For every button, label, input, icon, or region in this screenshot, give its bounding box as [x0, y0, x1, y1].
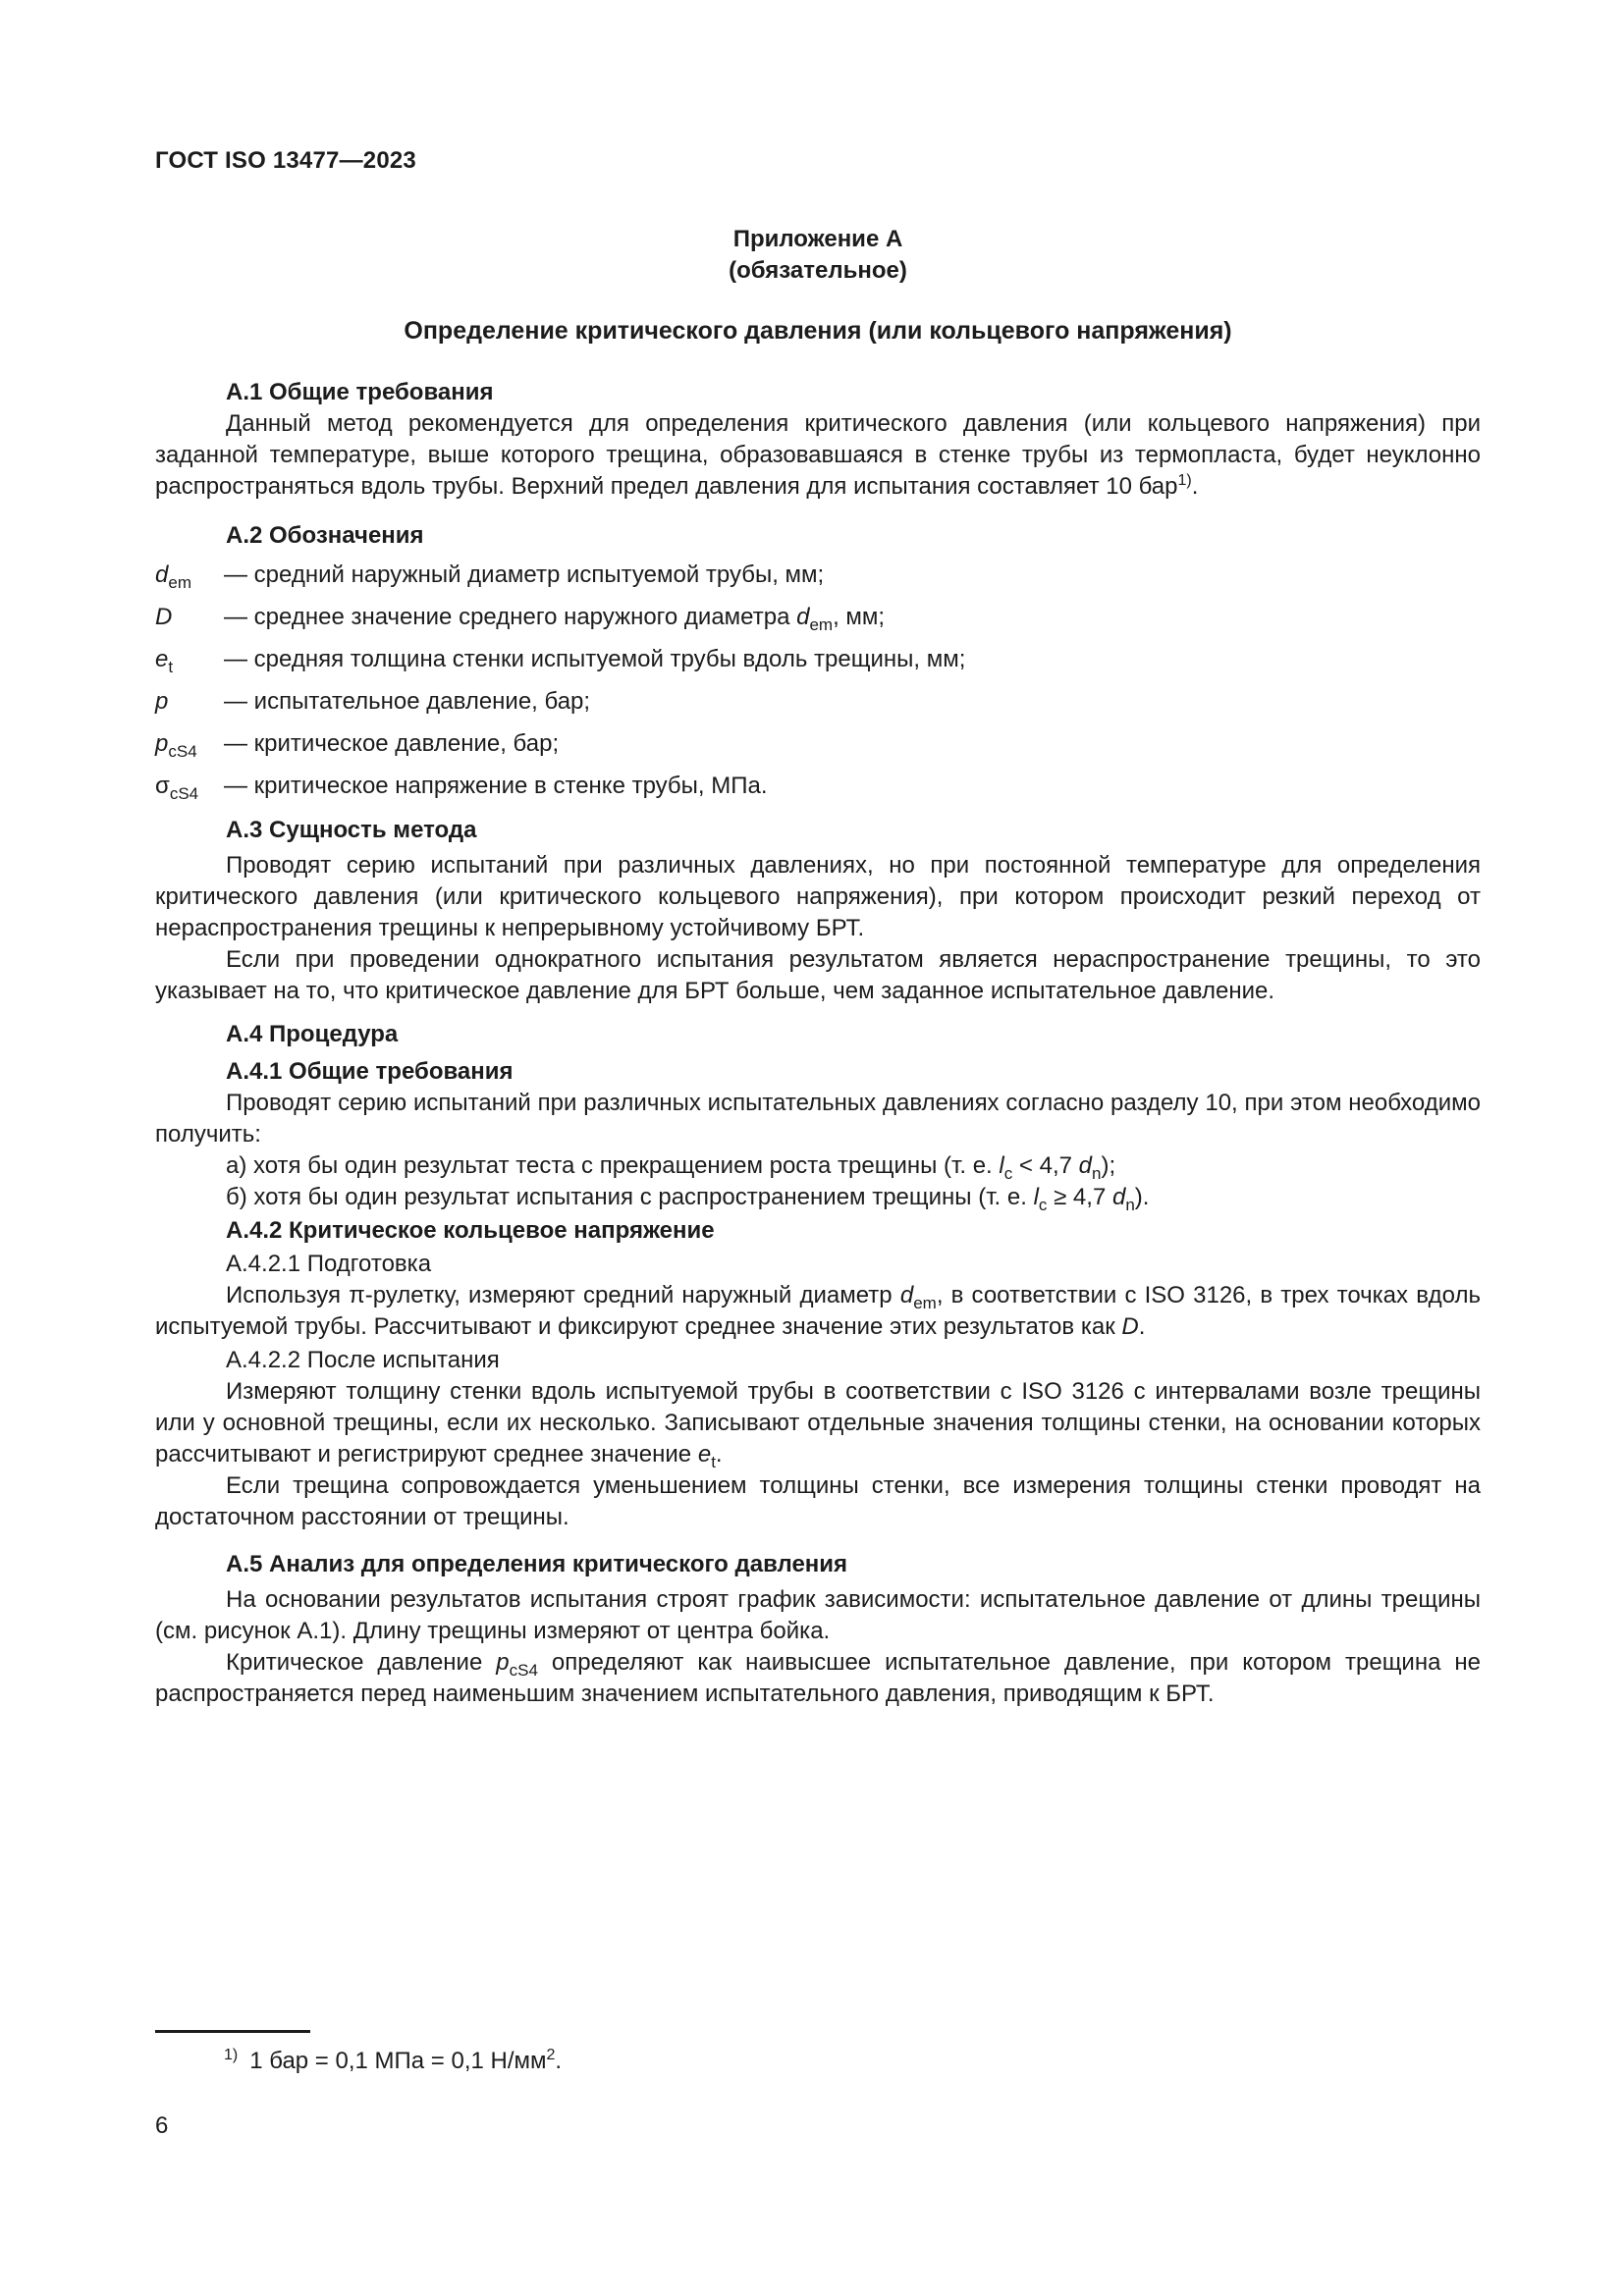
section-a1-heading: А.1 Общие требования — [226, 379, 494, 405]
symbol-row — [155, 638, 1481, 680]
section-a42-heading: А.4.2 Критическое кольцевое напряжение — [226, 1217, 715, 1244]
a1-body: Данный метод рекомендуется для определения критического давления (или кольцевого напряжения) при заданной температуре, выше которого трещина, образовавшаяся в стенке трубы из термопласта, будет неуклонно распространяться вдоль трубы. Верхний предел давления для испытания составляет 10 бар — [155, 410, 1481, 500]
page-number: 6 — [155, 2112, 169, 2139]
symbol-desc: — критическое напряжение в стенке трубы, МПа. — [224, 773, 768, 799]
section-a422-text2: Если трещина сопровождается уменьшением толщины стенки, все измерения толщины стенки проводят на достаточном расстоянии от трещины. — [155, 1472, 1481, 1530]
footnote-separator — [155, 2030, 310, 2033]
footnote-ref[interactable]: 1) — [1177, 472, 1192, 489]
symbol-desc: — средний наружный диаметр испытуемой трубы, мм; — [224, 561, 825, 588]
section-a422-heading: А.4.2.2 После испытания — [226, 1347, 500, 1373]
symbol: D — [155, 604, 173, 630]
list-item-b: б) хотя бы один результат испытания с распространением трещины (т. е. $l_c \ge 4,7$ $d_n$). — [226, 1184, 1150, 1214]
annex-title: Приложение А — [732, 226, 903, 252]
section-a3-p1: Проводят серию испытаний при различных давлениях, но при постоянной температуре для определения критического давления (или критического кольцевого напряжения), при котором происходит резкий переход от нераспространения трещины к непрерывному устойчивому БРТ. — [155, 852, 1481, 941]
symbol: $\sigma_{cS4}$ — [155, 773, 199, 803]
page-content — [155, 224, 1481, 1710]
section-a421-heading: А.4.2.1 Подготовка — [226, 1251, 432, 1277]
symbol-desc: — средняя толщина стенки испытуемой трубы вдоль трещины, мм; — [224, 646, 966, 672]
document-header: ГОСТ ISO 13477—2023 — [155, 147, 416, 174]
symbol-desc: — критическое давление, бар; — [224, 730, 560, 757]
symbol-row — [155, 722, 1481, 765]
section-a421-text: Используя π-рулетку, измеряют средний наружный диаметр $d_{em}$, в соответствии с ISO 3126, в трех точках вдоль испытуемой трубы. Рассчитывают и фиксируют среднее значение этих результатов как D. — [155, 1282, 1482, 1340]
section-a41-text: Проводят серию испытаний при различных испытательных давлениях согласно разделу 10, при этом необходимо получить: — [155, 1090, 1481, 1148]
symbol: $d_{em}$ — [155, 561, 191, 592]
section-a5-p1: На основании результатов испытания строят график зависимости: испытательное давление от длины трещины (см. рисунок А.1). Длину трещины измеряют от центра бойка. — [155, 1586, 1481, 1644]
symbol: p — [155, 688, 169, 715]
symbol-row — [155, 554, 1481, 596]
section-a422-text: Измеряют толщину стенки вдоль испытуемой трубы в соответствии с ISO 3126 с интервалами возле трещины или у основной трещины, если их несколько. Записывают отдельные значения толщины стенки, на основании которых рассчитывают и регистрируют среднее значение $e_t$. — [155, 1378, 1481, 1471]
list-item-a: а) хотя бы один результат теста с прекращением роста трещины (т. е. $l_c < 4,7$ $d_n$); — [226, 1152, 1116, 1183]
symbol-desc: — испытательное давление, бар; — [224, 688, 591, 715]
symbol: $p_{cS4}$ — [155, 730, 197, 761]
section-a3-p2: Если при проведении однократного испытания результатом является нераспространение трещины, то это указывает на то, что критическое давление для БРТ больше, чем заданное испытательное давление. — [155, 946, 1481, 1004]
annex-heading: Определение критического давления (или кольцевого напряжения) — [404, 317, 1232, 345]
footnote: $^{1)}$ 1 бар = 0,1 МПа = 0,1 $Н/мм^2$. — [224, 2047, 563, 2074]
section-a41-heading: А.4.1 Общие требования — [226, 1058, 514, 1085]
symbols-list — [155, 554, 1481, 807]
annex-status: (обязательное) — [729, 257, 907, 284]
section-a5-p2: Критическое давление $p_{cS4}$ определяют как наивысшее испытательное давление, при котором трещина не распространяется перед наименьшим значением испытательного давления, приводящим к БРТ. — [155, 1649, 1481, 1707]
a1-end: . — [1191, 473, 1199, 500]
section-a4-heading: А.4 Процедура — [226, 1021, 399, 1047]
section-a5-heading: А.5 Анализ для определения критического давления — [226, 1551, 848, 1577]
section-a2-heading: А.2 Обозначения — [226, 522, 424, 549]
symbol-row — [155, 596, 1481, 638]
section-a3-heading: А.3 Сущность метода — [226, 817, 477, 843]
symbol-row — [155, 765, 1481, 807]
symbol: $e_t$ — [155, 646, 174, 676]
symbol-row — [155, 680, 1481, 722]
section-a1-text — [155, 408, 1481, 503]
symbol-desc: — среднее значение среднего наружного диаметра $d_{em}$, мм; — [224, 604, 886, 634]
